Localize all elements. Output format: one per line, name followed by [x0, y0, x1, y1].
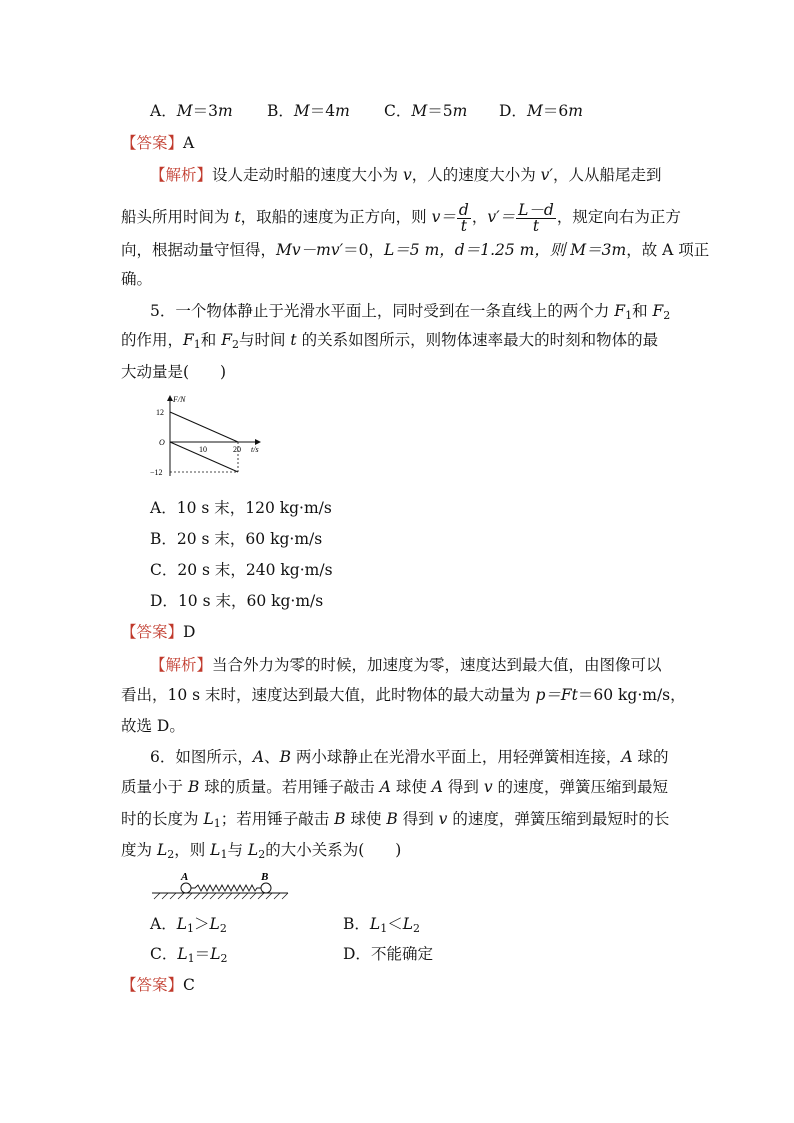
- q4-option-d[interactable]: D．M＝6m: [499, 102, 583, 120]
- q5-option-b[interactable]: B．20 s 末，60 kg·m/s: [150, 530, 323, 548]
- x-axis-label: t/s: [251, 445, 259, 454]
- y-tick-12: 12: [156, 408, 164, 417]
- q4-analysis-line-4: 确。: [121, 270, 153, 288]
- q4-analysis-line-2: 船头所用时间为 t，取船的速度为正方向，则 v＝ $\frac{d}{t}$ ，v′＝ $\frac{L-d}{t}$ ，规定向右为正方: [121, 200, 681, 235]
- x-tick-20: 20: [233, 445, 241, 454]
- ground-hatching: [154, 893, 288, 899]
- f1-line: [170, 412, 238, 442]
- q6-option-a[interactable]: A．$L_1>L_2$: [150, 915, 227, 935]
- q6-spring-figure: [150, 870, 290, 902]
- q4-answer: 【答案】A: [121, 134, 195, 152]
- q4-analysis-line-1: 【解析】设人走动时船的速度大小为 v，人的速度大小为 v′，人从船尾走到: [150, 166, 662, 184]
- fraction-d-over-t: $\frac{d}{t}$: [458, 200, 469, 235]
- q5-force-time-graph: [148, 392, 268, 482]
- q6-stem-line-3: 时的长度为 $L_1$；若用锤子敲击 B 球使 B 得到 v 的速度，弹簧压缩到最短时的长: [121, 810, 670, 830]
- fraction-l-minus-d-over-t: $\frac{L-d}{t}$: [518, 200, 554, 235]
- q6-option-c[interactable]: C．$L_1=L_2$: [150, 945, 228, 965]
- y-tick-neg12: −12: [150, 468, 163, 477]
- q5-stem-line-2: 的作用，$F_1$和 $F_2$与时间 t 的关系如图所示，则物体速率最大的时刻和物体的最: [121, 331, 659, 351]
- origin-label: O: [159, 438, 165, 447]
- q5-option-d[interactable]: D．10 s 末，60 kg·m/s: [150, 592, 324, 610]
- q5-answer: 【答案】D: [121, 623, 196, 641]
- ball-a: [181, 883, 191, 893]
- q4-analysis-line-3: 向，根据动量守恒得，Mv－mv′＝0，L＝5 m，d＝1.25 m，则 M＝3m，故 A 项正: [121, 241, 710, 259]
- q5-option-a[interactable]: A．10 s 末，120 kg·m/s: [150, 499, 332, 517]
- q6-stem-line-1: 6．如图所示，A、B 两小球静止在光滑水平面上，用轻弹簧相连接，A 球的: [150, 748, 669, 766]
- q6-option-b[interactable]: B．$L_1<L_2$: [343, 915, 420, 935]
- q5-stem-line-1: 5．一个物体静止于光滑水平面上，同时受到在一条直线上的两个力 $F_1$和 $F_2$: [150, 302, 671, 322]
- ball-b-label: B: [261, 871, 269, 883]
- y-axis-label: F/N: [173, 395, 186, 404]
- q5-analysis-line-3: 故选 D。: [121, 717, 185, 735]
- q6-answer: 【答案】C: [121, 976, 195, 994]
- x-tick-10: 10: [199, 445, 207, 454]
- q6-option-d[interactable]: D．不能确定: [343, 945, 433, 963]
- q5-stem-line-3: 大动量是( ): [121, 363, 227, 381]
- q6-stem-line-2: 质量小于 B 球的质量。若用锤子敲击 A 球使 A 得到 v 的速度，弹簧压缩到最短: [121, 778, 669, 796]
- ball-a-label: A: [181, 871, 189, 883]
- q4-option-b[interactable]: B．M＝4m: [267, 102, 350, 120]
- q5-analysis-line-1: 【解析】当合外力为零的时候，加速度为零，速度达到最大值，由图像可以: [150, 656, 662, 674]
- spring: [191, 885, 261, 891]
- q5-option-c[interactable]: C．20 s 末，240 kg·m/s: [150, 561, 333, 579]
- q5-analysis-line-2: 看出，10 s 末时，速度达到最大值，此时物体的最大动量为 p＝Ft＝60 kg·m/s，: [121, 686, 686, 704]
- q4-option-a[interactable]: A．M＝3m: [150, 102, 233, 120]
- q6-stem-line-4: 度为 $L_2$，则 $L_1$与 $L_2$的大小关系为( ): [121, 841, 402, 861]
- ball-b: [261, 883, 271, 893]
- q4-option-c[interactable]: C．M＝5m: [384, 102, 468, 120]
